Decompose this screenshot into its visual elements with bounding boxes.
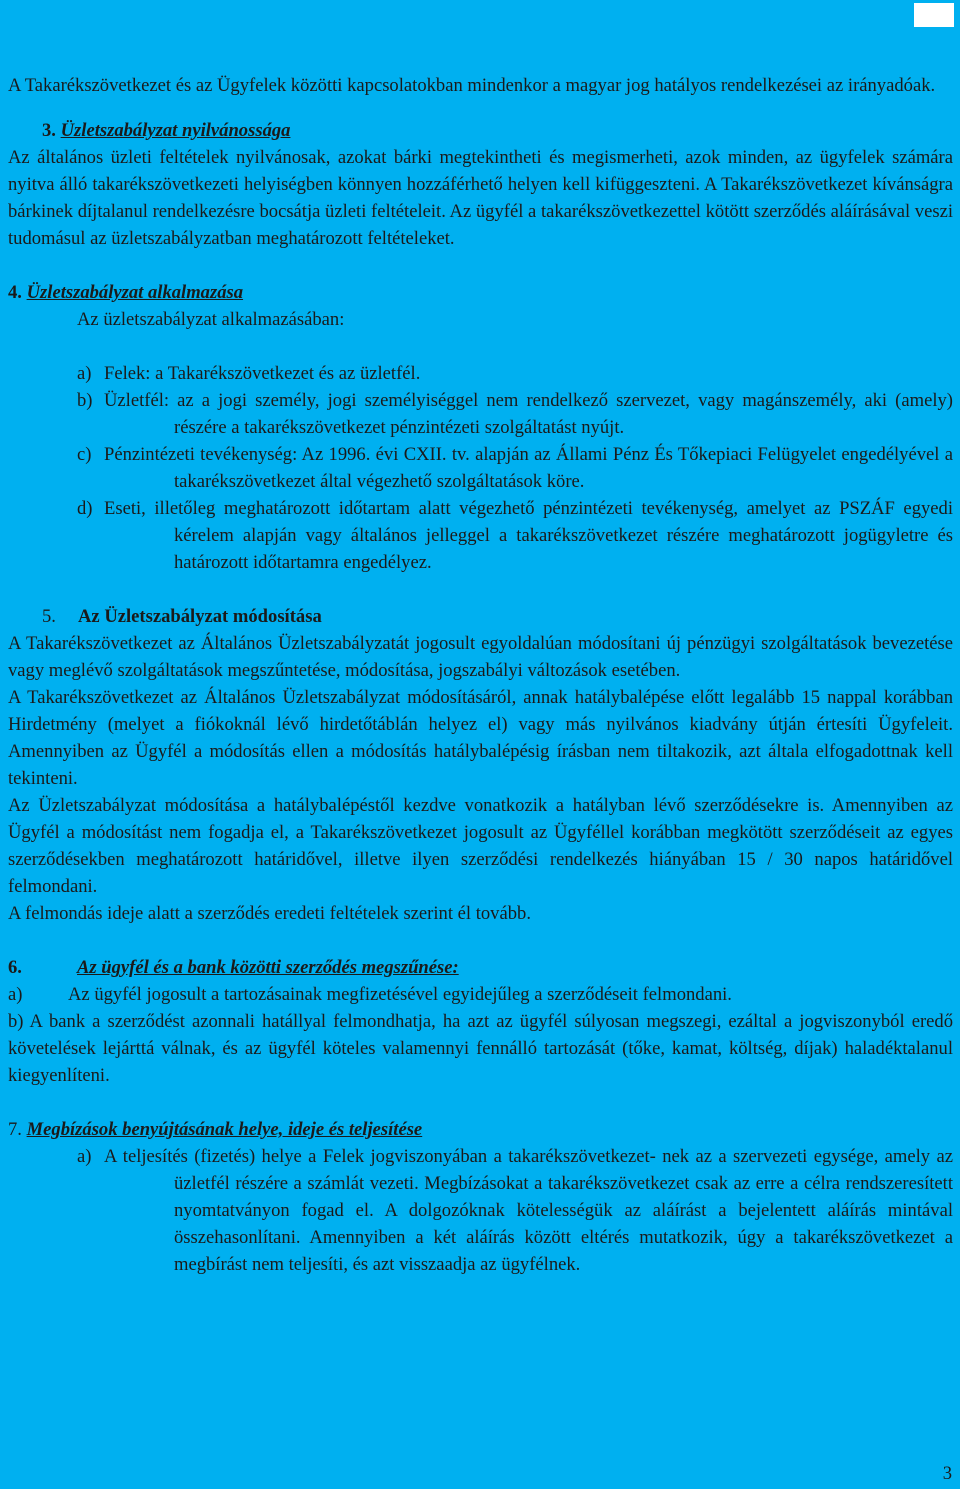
- item-marker: d): [77, 498, 93, 519]
- item-text: A teljesítés (fizetés) helye a Felek jogviszonyában a takarékszövetkezet- nek az a szervezeti egysége, amely az üzletfél részére a számlát vezeti. Megbízásokat a takarékszövetkezet csak az erre a célra rendszeresített nyomtatványon fogad el. A dolgozóknak kötelességük az aláírást a bejelentett aláírás mintával összehasonlítani. Amennyiben a két aláírás között eltérés mutatkozik, úgy a takarékszövetkezet a megbírást nem teljesíti, és azt visszaadja az ügyfélnek.: [104, 1146, 953, 1275]
- item-marker: a): [8, 984, 23, 1005]
- item-marker: c): [77, 444, 92, 465]
- section-5-paragraph: A felmondás ideje alatt a szerződés eredeti feltételek szerint él tovább.: [8, 903, 531, 924]
- section-4-item-c: [77, 441, 953, 495]
- section-7-number: 7.: [8, 1119, 22, 1140]
- section-5-title: Az Üzletszabályzat módosítása: [78, 606, 322, 627]
- section-5-number: 5.: [42, 606, 56, 627]
- item-text: Pénzintézeti tevékenység: Az 1996. évi CXII. tv. alapján az Állami Pénz És Tőkepiaci Felügyelet engedélyével a takarékszövetkezet által végezhető szolgáltatások köre.: [104, 444, 953, 492]
- section-5-paragraph: A Takarékszövetkezet az Általános Üzletszabályzat módosításáról, annak hatálybalépése előtt legalább 15 nappal korábban Hirdetmény (melyet a fiókoknál lévő hirdetőtáblán helyez el) vagy más nyilvános kiadvány útján értesíti Ügyfeleit. Amennyiben az Ügyfél a módosítás ellen a módosítás hatálybalépésig írásban nem tiltakozik, azt általa elfogadottnak kell tekinteni.: [8, 687, 953, 789]
- section-7-heading: [8, 1116, 953, 1143]
- section-5-heading: [42, 603, 953, 630]
- section-6-item-a: [8, 981, 953, 1008]
- section-6-title: Az ügyfél és a bank közötti szerződés megszűnése:: [77, 957, 459, 978]
- section-4-item-b: [77, 387, 953, 441]
- section-6-item-b: b) A bank a szerződést azonnali hatállyal felmondhatja, ha azt az ügyfél súlyosan megszegi, ezáltal a jogviszonyból eredő követelések lejárttá válnak, és az ügyfél köteles valamennyi fennálló tartozását (tőke, kamat, költség, díjak) haladéktalanul kiegyenlíteni.: [8, 1011, 953, 1086]
- section-5-paragraph: A Takarékszövetkezet az Általános Üzletszabályzatát jogosult egyoldalúan módosítani új pénzügyi szolgáltatások bevezetése vagy meglévő szolgáltatások megszűntetése, módosítása, jogszabályi változások esetében.: [8, 633, 953, 681]
- page-number: 3: [942, 1463, 952, 1484]
- item-marker: b): [77, 390, 93, 411]
- section-4-title: Üzletszabályzat alkalmazása: [26, 282, 244, 303]
- section-3-heading: [42, 117, 953, 144]
- section-3-body: Az általános üzleti feltételek nyilvánosak, azokat bárki megtekintheti és megismerheti, azok minden, az ügyfelek számára nyitva álló takarékszövetkezeti helyiségben könnyen hozzáférhető helyen kell kifüggeszteni. A Takarékszövetkezet kívánságra bárkinek díjtalanul rendelkezésre bocsátja üzleti feltételeit. Az ügyfél a takarékszövetkezettel kötött szerződés aláírásával veszi tudomásul az üzletszabályzatban meghatározott feltételeket.: [8, 147, 953, 249]
- section-6-heading: [8, 954, 953, 981]
- intro-paragraph: A Takarékszövetkezet és az Ügyfelek közötti kapcsolatokban mindenkor a magyar jog hatályos rendelkezései az irányadóak.: [8, 75, 936, 96]
- item-marker: a): [77, 363, 92, 384]
- section-7-title: Megbízások benyújtásának helye, ideje és teljesítése: [26, 1119, 423, 1140]
- item-text: Felek: a Takarékszövetkezet és az üzletfél.: [104, 363, 421, 384]
- item-text: Eseti, illetőleg meghatározott időtartam alatt végezhető pénzintézeti tevékenység, amelyet az PSZÁF egyedi kérelem alapján vagy általános jelleggel a takarékszövetkezet részére meghatározott jogügyletre és határozott időtartamra engedélyez.: [104, 498, 953, 573]
- section-3-number: 3.: [42, 120, 56, 141]
- section-5-paragraph: Az Üzletszabályzat módosítása a hatálybalépéstől kezdve vonatkozik a hatályban lévő szerződésekre is. Amennyiben az Ügyfél a módosítást nem fogadja el, a Takarékszövetkezet jogosult az Ügyféllel korábban megkötött szerződéseit az egyes szerződésekben meghatározott határidővel, illetve ilyen szerződési rendelkezés hiányában 15 / 30 napos határidővel felmondani.: [8, 795, 953, 897]
- section-7-item-a: [77, 1143, 953, 1278]
- document-page: [8, 72, 953, 1278]
- item-text: Az ügyfél jogosult a tartozásainak megfizetésével egyidejűleg a szerződéseit felmondani.: [68, 984, 732, 1005]
- section-4-item-d: [77, 495, 953, 576]
- section-3-title: Üzletszabályzat nyilvánossága: [60, 120, 291, 141]
- corner-box: [914, 3, 954, 27]
- section-4-heading: [8, 279, 953, 306]
- item-marker: a): [77, 1146, 92, 1167]
- section-4-number: 4.: [8, 282, 22, 303]
- section-4-lead: Az üzletszabályzat alkalmazásában:: [77, 309, 345, 330]
- section-6-number: 6.: [8, 957, 22, 978]
- item-text: Üzletfél: az a jogi személy, jogi személyiséggel nem rendelkező szervezet, vagy magánszemély, aki (amely) részére a takarékszövetkezet pénzintézeti szolgáltatást nyújt.: [104, 390, 953, 438]
- section-4-item-a: [77, 360, 953, 387]
